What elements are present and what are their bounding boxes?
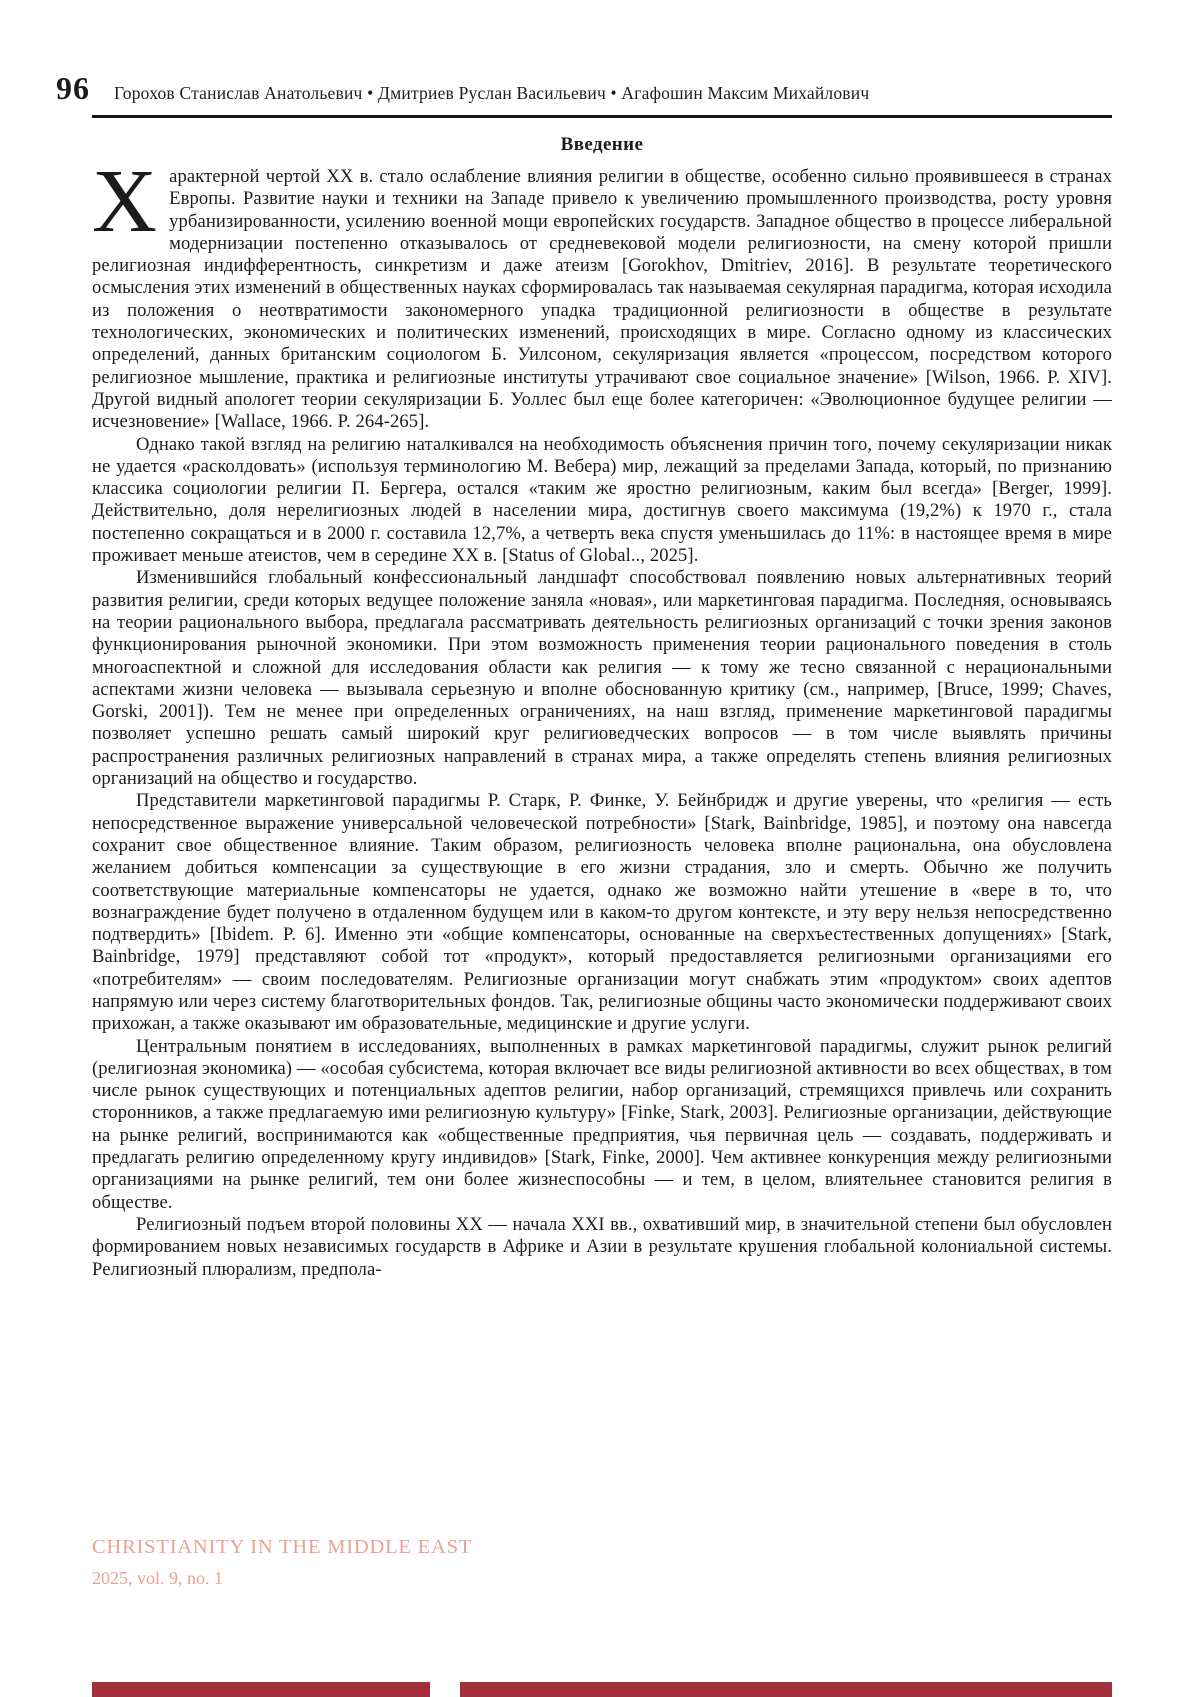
content-column — [56, 70, 1112, 1281]
bottom-bar-left — [92, 1682, 430, 1697]
authors-line: Горохов Станислав Анатольевич • Дмитриев Руслан Васильевич • Агафошин Максим Михайлович — [114, 83, 870, 103]
paragraph: Изменившийся глобальный конфессиональный ландшафт способствовал появлению новых альтернативных теорий развития религии, среди которых ведущее положение заняла «новая», или маркетинговая парадигма. Последняя, основываясь на теории рационального выбора, предлагала рассматривать деятельность религиозных организаций с точки зрения законов функционирования рыночной экономики. При этом возможность применения теории рационального поведения в столь многоаспектной и сложной для исследования области как религия — к тому же тесно связанной с нерациональными аспектами жизни человека — вызывала серьезную и вполне обоснованную критику (см., например, [Bruce, 1999; Chaves, Gorski, 2001]). Тем не менее при определенных ограничениях, на наш взгляд, применение маркетинговой парадигмы позволяет успешно решать самый широкий круг религиоведческих вопросов — в том числе выявлять причины распространения различных религиозных направлений в странах мира, а также определять степень влияния религиозных организаций на общество и государство. — [92, 567, 1112, 790]
page-footer — [92, 1536, 472, 1589]
paragraph: Религиозный подъем второй половины XX — начала XXI вв., охвативший мир, в значительной степени был обусловлен формированием новых независимых государств в Африке и Азии в результате крушения глобальной колониальной системы. Религиозный плюрализм, предпола- — [92, 1213, 1112, 1280]
bottom-bar-right — [460, 1682, 1112, 1697]
header-rule — [92, 115, 1112, 118]
paragraph-text: арактерной чертой XX в. стало ослабление влияния религии в обществе, особенно сильно проявившееся в странах Европы. Развитие науки и техники на Западе привело к увеличению промышленного производства, росту уровня урбанизированности, усилению военной мощи европейских государств. Западное общество в процессе либеральной модернизации постепенно отказывалось от средневековой модели религиозности, на смену которой пришли религиозная индифферентность, синкретизм и даже атеизм [Gorokhov, Dmitriev, 2016]. В результате теоретического осмысления этих изменений в общественных науках сформировалась так называемая секулярная парадигма, которая исходила из положения о неотвратимости закономерного упадка традиционной религиозности в обществе в результате технологических, экономических и политических изменений, происходящих в мире. Согласно одному из классических определений, данных британским социологом Б. Уилсоном, секуляризация является «процессом, посредством которого религиозное мышление, практика и религиозные институты утрачивают свое социальное значение» [Wilson, 1966. P. XIV]. Другой видный апологет теории секуляризации Б. Уоллес был еще более категоричен: «Эволюционное будущее религии — исчезновение» [Wallace, 1966. P. 264-265]. — [92, 166, 1112, 433]
journal-name: CHRISTIANITY IN THE MIDDLE EAST — [92, 1536, 473, 1558]
article-body — [92, 152, 1112, 1281]
paragraph — [92, 152, 1112, 434]
section-title: Введение — [560, 134, 644, 155]
journal-issue: 2025, vol. 9, no. 1 — [92, 1568, 224, 1588]
dropcap-letter: Х — [92, 152, 158, 251]
paragraph: Однако такой взгляд на религию наталкивался на необходимость объяснения причин того, почему секуляризации никак не удается «расколдовать» (используя терминологию М. Вебера) мир, лежащий за пределами Запада, который, по признанию классика социологии религии П. Бергера, остался «таким же яростно религиозным, каким был всегда» [Berger, 1999]. Действительно, доля нерелигиозных людей в населении мира, достигнув своего максимума (19,2%) к 1970 г., стала постепенно сокращаться и в 2000 г. составила 12,7%, а четверть века спустя уменьшилась до 11%: в настоящее время в мире проживает меньше атеистов, чем в середине XX в. [Status of Global.., 2025]. — [92, 433, 1112, 567]
page-number: 96 — [56, 70, 90, 106]
paragraph: Центральным понятием в исследованиях, выполненных в рамках маркетинговой парадигмы, служит рынок религий (религиозная экономика) — «особая субсистема, которая включает все виды религиозной активности во всех обществах, в том числе рынок существующих и потенциальных адептов религии, набор организаций, стремящихся привлечь или сохранить сторонников, а также предлагаемую ими религиозную культуру» [Finke, Stark, 2003]. Религиозные организации, действующие на рынке религий, воспринимаются как «общественные предприятия, чья первичная цель — создавать, поддерживать и предлагать религию определенному кругу индивидов» [Stark, Finke, 2000]. Чем активнее конкуренция между религиозными организациями на рынке религий, тем они более жизнеспособны — и тем, в целом, влиятельнее становится религия в обществе. — [92, 1035, 1112, 1213]
paragraph: Представители маркетинговой парадигмы Р. Старк, Р. Финке, У. Бейнбридж и другие уверены, что «религия — есть непосредственное выражение универсальной человеческой потребности» [Stark, Bainbridge, 1985], и поэтому она навсегда сохранит свое общественное влияние. Таким образом, религиозность человека вполне рациональна, она обусловлена желанием добиться компенсации за существующие в его жизни страдания, зло и смерть. Обычно же получить соответствующие материальные компенсаторы не удается, однако же возможно найти утешение в «вере в то, что вознаграждение будет получено в отдаленном будущем или в каком-то другом контексте, и эту веру нельзя непосредственно подтвердить» [Ibidem. P. 6]. Именно эти «общие компенсаторы, основанные на сверхъестественных допущениях» [Stark, Bainbridge, 1979] представляют собой тот «продукт», который предоставляется религиозными организациями его «потребителям» — своим последователям. Религиозные организации могут снабжать этим «продуктом» своих адептов напрямую или через систему благотворительных фондов. Так, религиозные общины часто экономически поддерживают своих прихожан, а также оказывают им образовательные, медицинские и другие услуги. — [92, 790, 1112, 1035]
page-header — [56, 70, 1112, 115]
